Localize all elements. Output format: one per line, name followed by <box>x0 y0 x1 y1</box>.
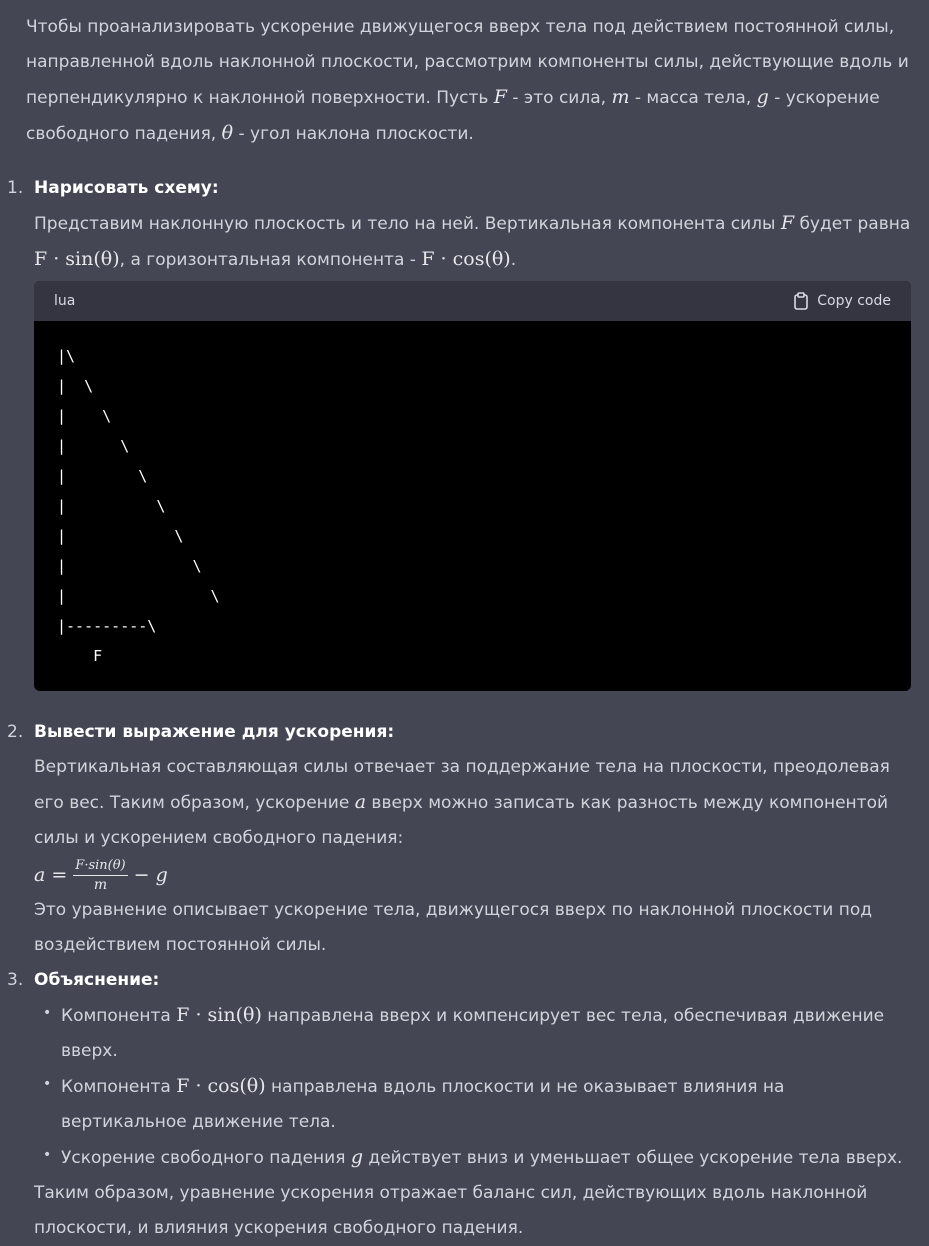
code-language: lua <box>54 293 76 309</box>
bullet-text: Ускорение свободного падения <box>61 1148 351 1168</box>
formula-denominator: m <box>93 877 108 893</box>
formula-numerator: F·sin(θ) <box>73 859 127 876</box>
step-text: , а горизонтальная компонента - <box>119 250 422 270</box>
step-2-summary: Это уравнение описывает ускорение тела, движущегося вверх по наклонной плоскости под воздействием постоянной силы. <box>34 900 872 955</box>
step-text: вверх можно записать как разность между компонентой силы и ускорением свободного падения: <box>34 793 889 848</box>
acceleration-formula <box>34 858 911 893</box>
formula-lhs: a = <box>34 864 68 886</box>
intro-paragraph <box>26 10 911 152</box>
step-1 <box>7 171 911 691</box>
intro-text: Чтобы проанализировать ускорение движущегося вверх тела под действием постоянной силы, направленной вдоль наклонной плоскости, рассмотрим компоненты силы, действующие вдоль и перпендикулярно к наклонной поверхности. Пусть <box>26 17 909 108</box>
step-3 <box>7 963 911 1246</box>
formula-fraction <box>73 859 127 892</box>
bullet-text: направлена вдоль плоскости и не оказывает влияния на вертикальное движение тела. <box>61 1077 785 1132</box>
code-content: |\ | \ | \ | \ | \ | \ | \ | \ | \ |---------\ F <box>57 347 220 665</box>
step-title: Объяснение: <box>34 970 160 990</box>
code-block <box>34 281 911 691</box>
math-F-sin: F · sin(θ) <box>34 248 120 270</box>
step-title: Вывести выражение для ускорения: <box>34 722 395 742</box>
math-m: m <box>611 86 630 108</box>
conclusion-text: Таким образом, уравнение ускорения отражает баланс сил, действующих вдоль наклонной плоскости, и влияния ускорения свободного падения. <box>34 1183 868 1238</box>
formula-rhs: − g <box>133 864 168 886</box>
copy-code-button[interactable] <box>793 281 891 321</box>
step-text: будет равна <box>794 214 911 234</box>
math-theta: θ <box>221 122 234 144</box>
step-number: 2. <box>7 722 24 742</box>
code-header <box>34 281 911 321</box>
math-g: g <box>756 86 769 108</box>
step-2 <box>7 715 911 963</box>
step-number: 1. <box>7 178 24 198</box>
math-F: F <box>493 86 507 108</box>
intro-text: - это сила, <box>506 88 612 108</box>
bullet-text: Компонента <box>61 1077 177 1097</box>
step-title: Нарисовать схему: <box>34 178 219 198</box>
math-expr: F · cos(θ) <box>176 1075 266 1097</box>
bullet-text: Компонента <box>61 1006 177 1026</box>
intro-text: - масса тела, <box>629 88 757 108</box>
step-text: . <box>510 250 517 270</box>
clipboard-icon <box>793 292 809 310</box>
step-number: 3. <box>7 970 24 990</box>
explanation-list <box>34 998 911 1176</box>
math-F: F <box>780 212 795 234</box>
copy-code-label: Copy code <box>817 293 891 309</box>
step-2-text <box>34 750 911 856</box>
math-F-cos: F · cos(θ) <box>421 248 511 270</box>
bullet-text: действует вниз и уменьшает общее ускорение тела вверх. <box>363 1148 903 1168</box>
list-item <box>61 1069 911 1140</box>
math-a: a <box>354 791 367 813</box>
step-text: Представим наклонную плоскость и тело на ней. Вертикальная компонента силы <box>34 214 781 234</box>
intro-text: - угол наклона плоскости. <box>233 124 474 144</box>
list-item <box>61 998 911 1069</box>
bullet-text: направлена вверх и компенсирует вес тела, обеспечивая движение вверх. <box>61 1006 885 1061</box>
step-text: Вертикальная составляющая силы отвечает за поддержание тела на плоскости, преодолевая его вес. Таким образом, ускорение <box>34 757 890 813</box>
math-expr: F · sin(θ) <box>176 1004 262 1026</box>
math-expr: g <box>350 1146 364 1168</box>
step-1-text <box>34 206 911 278</box>
intro-text: - ускорение свободного падения, <box>26 88 880 144</box>
list-item <box>61 1140 911 1176</box>
